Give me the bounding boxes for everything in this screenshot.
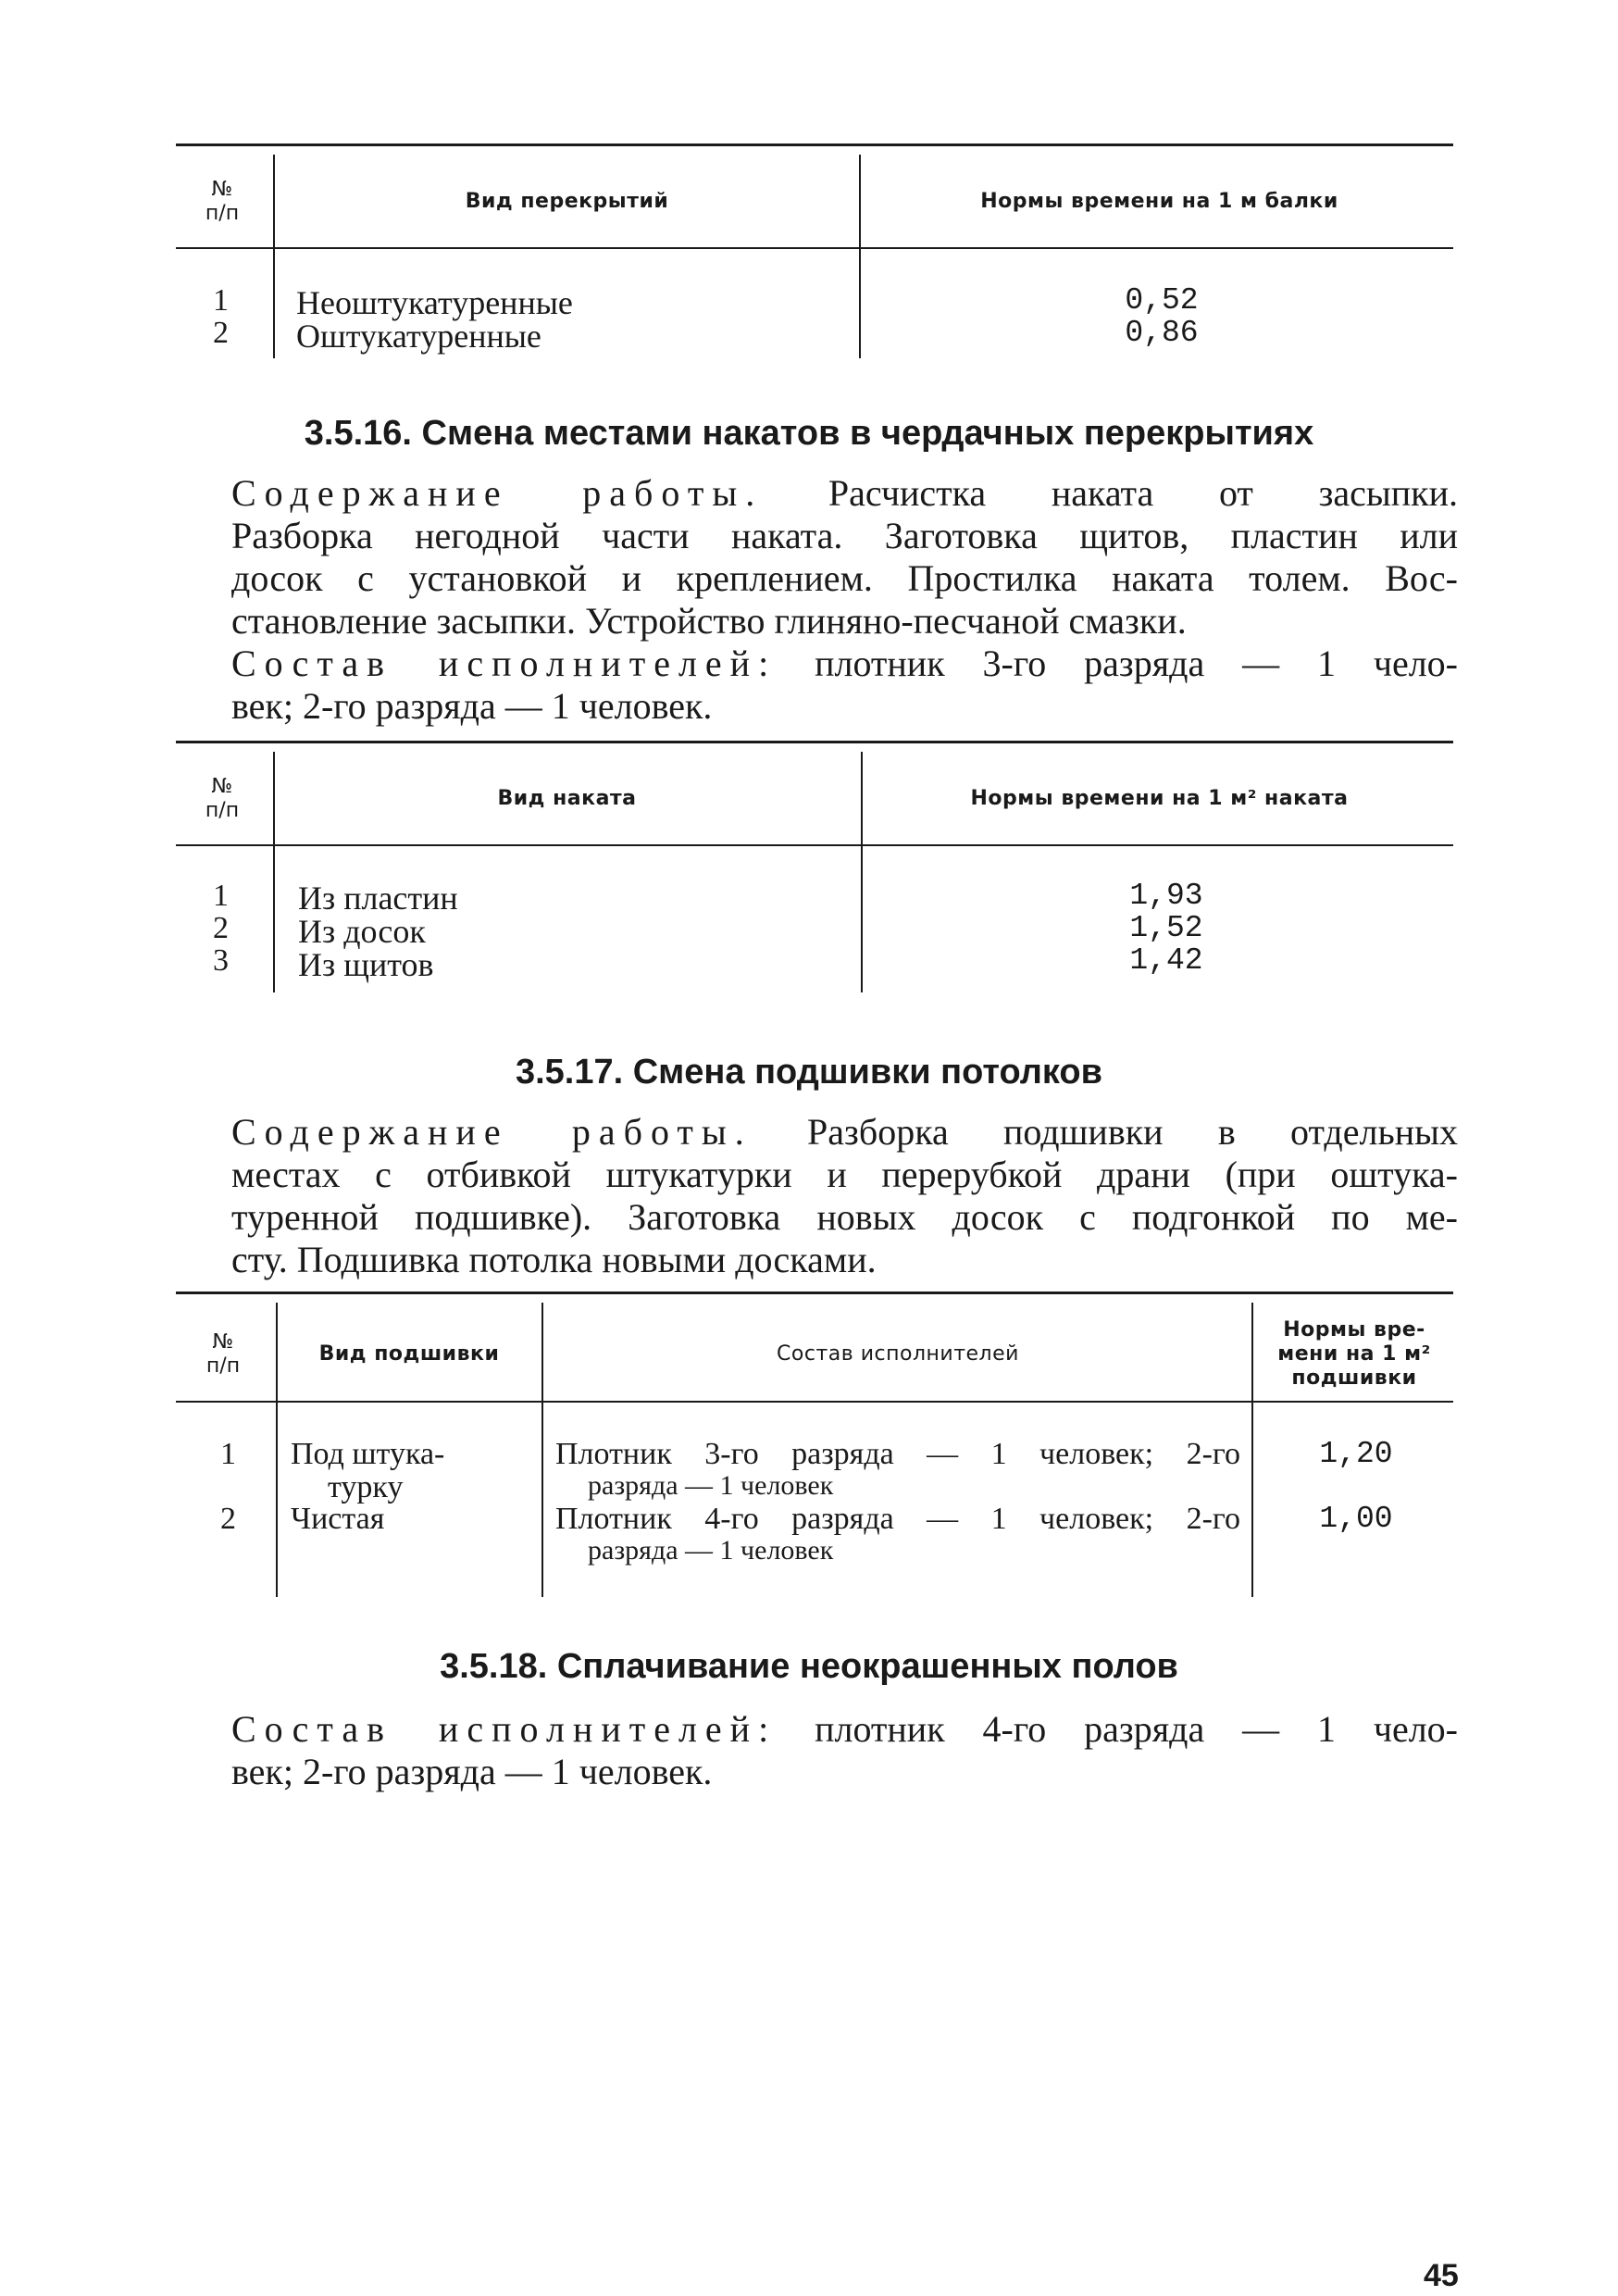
content-line: сту. Подшивка потолка новыми досками.: [231, 1239, 877, 1280]
column-divider: [273, 752, 275, 992]
section-paragraph: [231, 1111, 1458, 1281]
header-staff: Состав исполнителей: [777, 1342, 1019, 1366]
section-paragraph: [231, 472, 1458, 728]
content-line: становление засыпки. Устройство глиняно-песчаной смазки.: [231, 600, 1187, 642]
content-label: Содержание работы.: [231, 472, 764, 514]
row-num: 2: [213, 316, 229, 350]
column-divider: [273, 155, 275, 358]
header-ceiling-type: Вид наката: [497, 787, 637, 810]
section-title: 3.5.18. Сплачивание неокрашенных полов: [440, 1647, 1178, 1686]
row-name: Из щитов: [298, 946, 434, 983]
row-name: Из пластин: [298, 880, 458, 917]
row-numbers: [213, 880, 229, 977]
header-lining-type: Вид подшивки: [318, 1342, 500, 1366]
row-num: 3: [213, 943, 229, 978]
header-time-norm: Нормы времени на 1 м² наката: [970, 787, 1349, 810]
row-name: Чистая: [291, 1502, 385, 1536]
staff-line: плотник 4-го разряда — 1 чело-: [777, 1708, 1458, 1750]
row-value: 0,86: [1125, 316, 1199, 350]
table-header-rule: [176, 844, 1453, 846]
row-name: Под штука- турку: [291, 1437, 445, 1504]
row-num: 1: [220, 1437, 236, 1471]
table-header-rule: [176, 247, 1453, 249]
content-line: туренной подшивке). Заготовка новых досок с подгонкой по ме-: [231, 1196, 1458, 1238]
row-names: [296, 286, 573, 353]
header-num: № п/п: [205, 178, 240, 225]
row-value: 1,42: [1129, 943, 1203, 978]
staff-label: Состав исполнителей:: [231, 1708, 778, 1750]
table-floor-types: [176, 144, 1453, 366]
row-value: 1,93: [1129, 879, 1203, 913]
table-lining-types: [176, 1292, 1453, 1606]
header-num: № п/п: [205, 1330, 241, 1378]
row-value: 1,00: [1319, 1502, 1393, 1536]
table-top-rule: [176, 1292, 1453, 1294]
row-staff: Плотник 4-го разряда — 1 человек; 2-го разряда — 1 человек: [555, 1502, 1240, 1566]
page-number: 45: [1424, 2258, 1459, 2293]
section-paragraph: [231, 1708, 1458, 1793]
table-header-rule: [176, 1401, 1453, 1403]
content-label: Содержание работы.: [231, 1111, 753, 1153]
header-time-norm: Нормы времени на 1 м балки: [980, 190, 1338, 213]
header-time-norm: Нормы вре- мени на 1 м² подшивки: [1277, 1318, 1431, 1390]
row-numbers: [213, 284, 229, 349]
row-value: 1,20: [1319, 1437, 1393, 1471]
row-num: 2: [220, 1502, 236, 1536]
section-title: 3.5.17. Смена подшивки потолков: [515, 1053, 1103, 1092]
row-value: 0,52: [1125, 283, 1199, 318]
row-num: 1: [213, 283, 229, 318]
row-num: 2: [213, 911, 229, 945]
row-values: [1111, 880, 1222, 977]
row-value: 1,52: [1129, 911, 1203, 945]
table-ceiling-types: [176, 741, 1453, 1000]
table-top-rule: [176, 741, 1453, 743]
column-divider: [276, 1303, 278, 1597]
staff-line: век; 2-го разряда — 1 человек.: [231, 1751, 713, 1792]
row-num: 1: [213, 879, 229, 913]
column-divider: [541, 1303, 543, 1597]
row-staff: Плотник 3-го разряда — 1 человек; 2-го разряда — 1 человек: [555, 1437, 1240, 1501]
staff-line: век; 2-го разряда — 1 человек.: [231, 685, 713, 727]
row-name: Из досок: [298, 913, 426, 950]
content-line: Разборка негодной части наката. Заготовка щитов, пластин или: [231, 515, 1458, 556]
content-line: местах с отбивкой штукатурки и перерубкой драни (при оштука-: [231, 1154, 1458, 1195]
content-line: Расчистка наката от засыпки.: [763, 472, 1458, 514]
column-divider: [1251, 1303, 1253, 1597]
staff-line: плотник 3-го разряда — 1 чело-: [777, 643, 1458, 684]
section-title: 3.5.16. Смена местами накатов в чердачных перекрытиях: [304, 414, 1314, 453]
row-values: [1106, 284, 1217, 349]
content-line: Разборка подшивки в отдельных: [752, 1111, 1458, 1153]
header-num: № п/п: [205, 775, 240, 822]
staff-label: Состав исполнителей:: [231, 643, 778, 684]
row-name: Неоштукатуренные: [296, 284, 573, 321]
column-divider: [859, 155, 861, 358]
table-top-rule: [176, 144, 1453, 146]
header-floor-type: Вид перекрытий: [465, 190, 669, 213]
row-name: Оштукатуренные: [296, 318, 541, 355]
content-line: досок с установкой и креплением. Простилка наката толем. Вос-: [231, 557, 1458, 599]
row-names: [298, 881, 458, 981]
column-divider: [861, 752, 863, 992]
